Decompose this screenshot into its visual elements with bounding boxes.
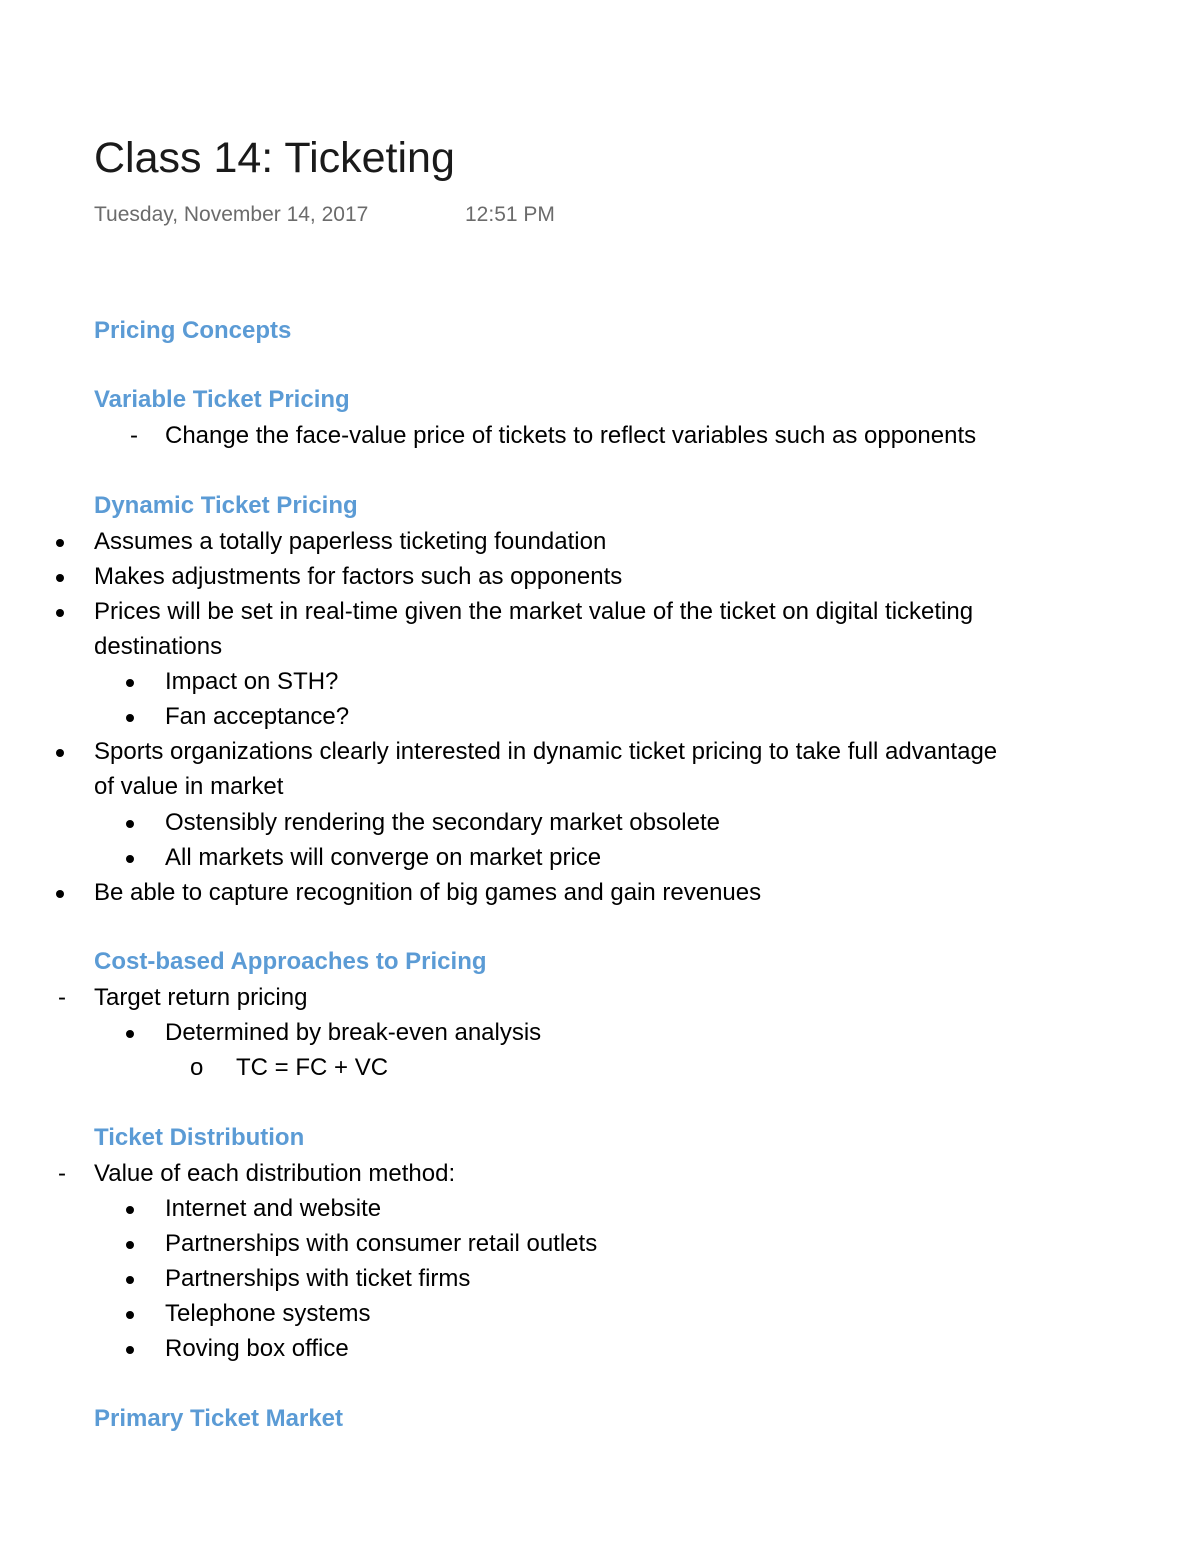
bullet-icon [126, 1015, 134, 1050]
page-title: Class 14: Ticketing [94, 134, 455, 182]
sub-list-item: Ostensibly rendering the secondary market obsolete [165, 809, 720, 836]
sub-list-item: Fan acceptance? [165, 703, 350, 730]
list-item: Change the face-value price of tickets to reflect variables such as opponents [165, 422, 977, 449]
dash-marker: - [130, 422, 138, 449]
dash-marker: - [58, 1160, 66, 1187]
list-item: Sports organizations clearly interested in dynamic ticket pricing to take full advantage [94, 738, 998, 765]
sub-list-item: Internet and website [165, 1195, 382, 1222]
circle-marker: o [190, 1054, 204, 1081]
list-item: Assumes a totally paperless ticketing foundation [94, 528, 607, 555]
heading-pricing-concepts: Pricing Concepts [94, 317, 292, 344]
note-time: 12:51 PM [465, 203, 555, 226]
list-item: Value of each distribution method: [94, 1160, 456, 1187]
heading-dynamic-ticket-pricing: Dynamic Ticket Pricing [94, 492, 358, 519]
sub-list-item: Roving box office [165, 1335, 349, 1362]
sub-list-item: Determined by break-even analysis [165, 1019, 542, 1046]
heading-ticket-distribution: Ticket Distribution [94, 1124, 305, 1151]
list-item: Prices will be set in real-time given the market value of the ticket on digital ticketing [94, 598, 974, 625]
list-item: Makes adjustments for factors such as opponents [94, 563, 623, 590]
list-item-continuation: destinations [94, 633, 223, 660]
bullet-icon [126, 805, 134, 840]
bullet-icon [126, 1226, 134, 1261]
heading-variable-ticket-pricing: Variable Ticket Pricing [94, 386, 350, 413]
list-item-continuation: of value in market [94, 773, 284, 800]
bullet-icon [126, 1331, 134, 1366]
bullet-icon [126, 1261, 134, 1296]
bullet-icon [126, 699, 134, 734]
bullet-icon [56, 559, 64, 594]
sub-sub-list-item: TC = FC + VC [236, 1054, 389, 1081]
bullet-icon [126, 1191, 134, 1226]
heading-primary-ticket-market: Primary Ticket Market [94, 1405, 344, 1432]
note-date: Tuesday, November 14, 2017 [94, 203, 369, 226]
sub-list-item: Telephone systems [165, 1300, 371, 1327]
dash-marker: - [58, 984, 66, 1011]
bullet-icon [126, 664, 134, 699]
list-item: Target return pricing [94, 984, 308, 1011]
bullet-icon [126, 1296, 134, 1331]
sub-list-item: Impact on STH? [165, 668, 339, 695]
sub-list-item: Partnerships with ticket firms [165, 1265, 471, 1292]
sub-list-item: All markets will converge on market price [165, 844, 602, 871]
sub-list-item: Partnerships with consumer retail outlets [165, 1230, 598, 1257]
list-item: Be able to capture recognition of big games and gain revenues [94, 879, 762, 906]
heading-cost-based-approaches: Cost-based Approaches to Pricing [94, 948, 487, 975]
bullet-icon [56, 524, 64, 559]
bullet-icon [126, 840, 134, 875]
bullet-icon [56, 734, 64, 769]
bullet-icon [56, 594, 64, 629]
bullet-icon [56, 875, 64, 910]
